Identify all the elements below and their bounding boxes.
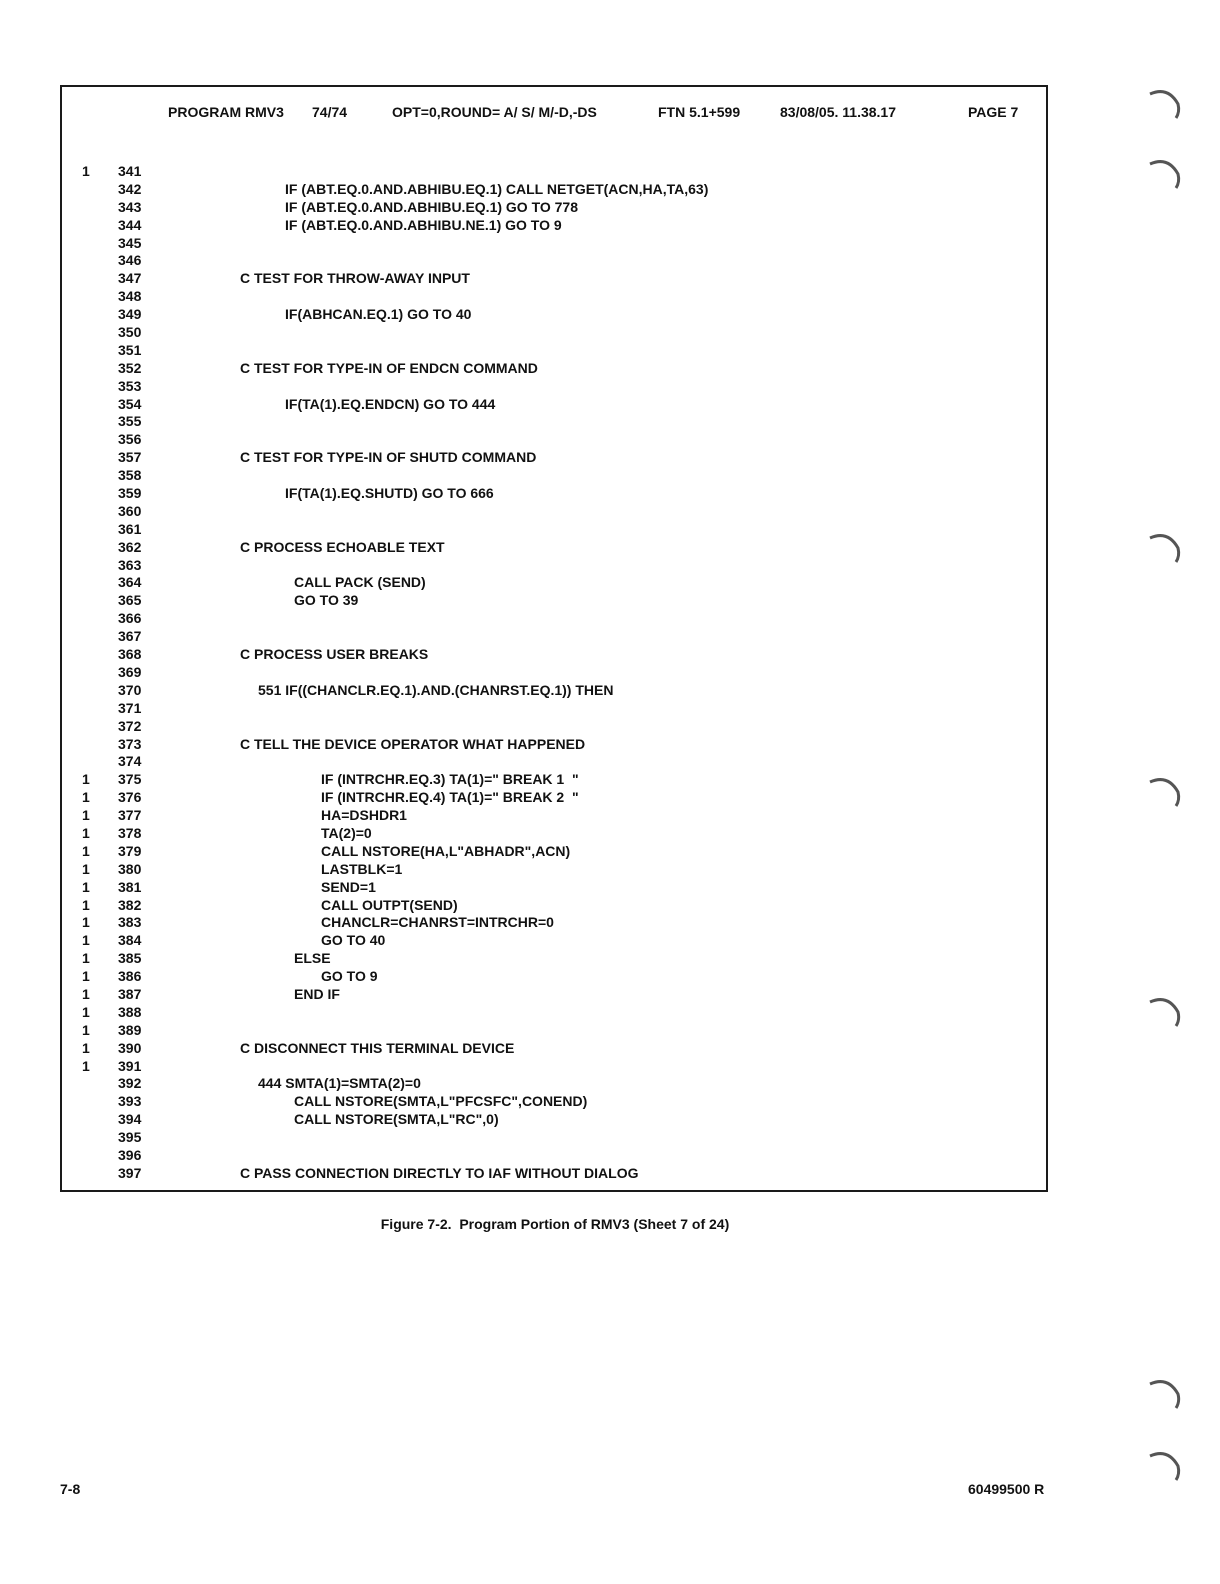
code-text: IF (ABT.EQ.0.AND.ABHIBU.EQ.1) CALL NETGET(ACN,HA,TA,63) [285, 180, 709, 197]
code-text: C DISCONNECT THIS TERMINAL DEVICE [240, 1039, 515, 1056]
code-line [62, 646, 1046, 664]
code-text: LASTBLK=1 [321, 860, 403, 877]
code-text: ELSE [294, 950, 331, 967]
code-line [62, 288, 1046, 306]
code-line [62, 682, 1046, 700]
code-line [62, 825, 1046, 843]
line-number: 395 [118, 1129, 142, 1146]
code-line [62, 753, 1046, 771]
line-number: 344 [118, 216, 142, 233]
nesting-level: 1 [82, 163, 90, 179]
binder-ring-icon [1146, 1446, 1182, 1486]
code-line [62, 736, 1046, 754]
line-number: 358 [118, 467, 142, 484]
code-line [62, 986, 1046, 1004]
code-line [62, 306, 1046, 324]
binder-ring-icon [1146, 154, 1182, 194]
line-number: 391 [118, 1057, 142, 1074]
line-number: 341 [118, 163, 142, 179]
code-line [62, 539, 1046, 557]
listing-frame [60, 85, 1048, 1192]
nesting-level: 1 [82, 896, 90, 913]
code-line [62, 413, 1046, 431]
code-text: CALL NSTORE(SMTA,L"RC",0) [294, 1111, 499, 1128]
code-text: C TEST FOR THROW-AWAY INPUT [240, 270, 470, 287]
header-options: OPT=0,ROUND= A/ S/ M/-D,-DS [392, 104, 597, 120]
code-line [62, 861, 1046, 879]
code-line [62, 789, 1046, 807]
line-number: 387 [118, 985, 142, 1002]
nesting-level: 1 [82, 968, 90, 985]
binder-ring-icon [1146, 992, 1182, 1032]
code-text: IF(TA(1).EQ.SHUTD) GO TO 666 [285, 485, 494, 502]
line-number: 346 [118, 252, 142, 269]
line-number: 390 [118, 1039, 142, 1056]
code-text: CALL OUTPT(SEND) [321, 896, 458, 913]
nesting-level: 1 [82, 1057, 90, 1074]
code-text: C TEST FOR TYPE-IN OF ENDCN COMMAND [240, 359, 538, 376]
code-line [62, 235, 1046, 253]
line-number: 383 [118, 914, 142, 931]
line-number: 394 [118, 1111, 142, 1128]
nesting-level: 1 [82, 1021, 90, 1038]
code-line [62, 181, 1046, 199]
line-number: 356 [118, 431, 142, 448]
code-text: TA(2)=0 [321, 824, 372, 841]
line-number: 343 [118, 198, 142, 215]
code-line [62, 574, 1046, 592]
code-text: C TEST FOR TYPE-IN OF SHUTD COMMAND [240, 449, 537, 466]
code-line [62, 950, 1046, 968]
line-number: 365 [118, 592, 142, 609]
code-line [62, 431, 1046, 449]
line-number: 392 [118, 1075, 142, 1092]
line-number: 350 [118, 324, 142, 341]
code-line [62, 503, 1046, 521]
code-text: C PASS CONNECTION DIRECTLY TO IAF WITHOUT DIALOG [240, 1164, 639, 1181]
code-line [62, 1093, 1046, 1111]
code-line [62, 1058, 1046, 1076]
nesting-level: 1 [82, 932, 90, 949]
code-text: CALL NSTORE(HA,L"ABHADR",ACN) [321, 842, 571, 859]
code-line [62, 252, 1046, 270]
code-text: C PROCESS ECHOABLE TEXT [240, 538, 445, 555]
binder-ring-icon [1146, 772, 1182, 812]
nesting-level: 1 [82, 789, 90, 806]
code-text: CALL NSTORE(SMTA,L"PFCSFC",CONEND) [294, 1093, 588, 1110]
code-text: C PROCESS USER BREAKS [240, 646, 429, 663]
code-text: CHANCLR=CHANRST=INTRCHR=0 [321, 914, 554, 931]
code-listing [62, 163, 1046, 1183]
code-line [62, 700, 1046, 718]
code-text: IF (ABT.EQ.0.AND.ABHIBU.EQ.1) GO TO 778 [285, 198, 579, 215]
nesting-level: 1 [82, 985, 90, 1002]
line-number: 361 [118, 520, 142, 537]
line-number: 357 [118, 449, 142, 466]
line-number: 353 [118, 377, 142, 394]
binder-ring-icon [1146, 1374, 1182, 1414]
line-number: 347 [118, 270, 142, 287]
code-line [62, 449, 1046, 467]
code-line [62, 217, 1046, 235]
code-line [62, 897, 1046, 915]
binder-ring-icon [1146, 528, 1182, 568]
code-line [62, 557, 1046, 575]
code-line [62, 610, 1046, 628]
code-text: C TELL THE DEVICE OPERATOR WHAT HAPPENED [240, 735, 586, 752]
line-number: 366 [118, 610, 142, 627]
line-number: 362 [118, 538, 142, 555]
code-line [62, 1129, 1046, 1147]
code-text: CALL PACK (SEND) [294, 574, 426, 591]
code-text: GO TO 39 [294, 592, 359, 609]
line-number: 359 [118, 485, 142, 502]
line-number: 348 [118, 288, 142, 305]
nesting-level: 1 [82, 1039, 90, 1056]
line-number: 367 [118, 628, 142, 645]
code-text: HA=DSHDR1 [321, 807, 407, 824]
line-number: 373 [118, 735, 142, 752]
nesting-level: 1 [82, 771, 90, 788]
line-number: 381 [118, 878, 142, 895]
code-line [62, 270, 1046, 288]
nesting-level: 1 [82, 914, 90, 931]
line-number: 345 [118, 234, 142, 251]
code-line [62, 664, 1046, 682]
page-number: 7-8 [60, 1481, 81, 1497]
line-number: 378 [118, 824, 142, 841]
code-text: IF (ABT.EQ.0.AND.ABHIBU.NE.1) GO TO 9 [285, 216, 562, 233]
header-version: 74/74 [312, 104, 348, 120]
code-line [62, 1075, 1046, 1093]
code-line [62, 932, 1046, 950]
code-text: 444 SMTA(1)=SMTA(2)=0 [258, 1075, 421, 1092]
code-text: IF(ABHCAN.EQ.1) GO TO 40 [285, 306, 472, 323]
figure-caption: Figure 7-2. Program Portion of RMV3 (Sheet 7 of 24) [380, 1216, 730, 1232]
code-line [62, 1022, 1046, 1040]
line-number: 384 [118, 932, 142, 949]
code-line [62, 342, 1046, 360]
header-compiler: FTN 5.1+599 [658, 104, 741, 120]
line-number: 352 [118, 359, 142, 376]
line-number: 360 [118, 502, 142, 519]
header-page: PAGE 7 [968, 104, 1019, 120]
nesting-level: 1 [82, 824, 90, 841]
line-number: 351 [118, 341, 142, 358]
code-line [62, 396, 1046, 414]
code-line [62, 592, 1046, 610]
line-number: 349 [118, 306, 142, 323]
code-line [62, 163, 1046, 181]
line-number: 379 [118, 842, 142, 859]
line-number: 364 [118, 574, 142, 591]
line-number: 369 [118, 663, 142, 680]
code-line [62, 324, 1046, 342]
code-text: SEND=1 [321, 878, 376, 895]
header-program: PROGRAM RMV3 [168, 104, 284, 120]
code-text: 551 IF((CHANCLR.EQ.1).AND.(CHANRST.EQ.1)) THEN [258, 681, 614, 698]
code-line [62, 771, 1046, 789]
code-line [62, 1147, 1046, 1165]
code-line [62, 199, 1046, 217]
header-date-time: 83/08/05. 11.38.17 [780, 104, 896, 120]
line-number: 382 [118, 896, 142, 913]
line-number: 397 [118, 1164, 142, 1181]
code-line [62, 467, 1046, 485]
line-number: 371 [118, 699, 142, 716]
line-number: 370 [118, 681, 142, 698]
nesting-level: 1 [82, 950, 90, 967]
code-line [62, 1004, 1046, 1022]
line-number: 386 [118, 968, 142, 985]
line-number: 375 [118, 771, 142, 788]
nesting-level: 1 [82, 807, 90, 824]
line-number: 388 [118, 1003, 142, 1020]
code-text: IF (INTRCHR.EQ.3) TA(1)=" BREAK 1 " [321, 771, 579, 788]
code-line [62, 1165, 1046, 1183]
line-number: 354 [118, 395, 142, 412]
line-number: 376 [118, 789, 142, 806]
nesting-level: 1 [82, 878, 90, 895]
code-line [62, 378, 1046, 396]
code-line [62, 879, 1046, 897]
code-line [62, 914, 1046, 932]
code-line [62, 968, 1046, 986]
line-number: 342 [118, 180, 142, 197]
line-number: 380 [118, 860, 142, 877]
line-number: 389 [118, 1021, 142, 1038]
nesting-level: 1 [82, 842, 90, 859]
code-text: IF(TA(1).EQ.ENDCN) GO TO 444 [285, 395, 496, 412]
line-number: 393 [118, 1093, 142, 1110]
nesting-level: 1 [82, 1003, 90, 1020]
line-number: 396 [118, 1146, 142, 1163]
code-line [62, 485, 1046, 503]
code-line [62, 1040, 1046, 1058]
code-text: GO TO 9 [321, 968, 378, 985]
line-number: 363 [118, 556, 142, 573]
code-line [62, 718, 1046, 736]
code-text: GO TO 40 [321, 932, 386, 949]
line-number: 368 [118, 646, 142, 663]
listing-header [168, 103, 1019, 121]
code-text: IF (INTRCHR.EQ.4) TA(1)=" BREAK 2 " [321, 789, 579, 806]
code-line [62, 843, 1046, 861]
binder-ring-icon [1146, 84, 1182, 124]
code-line [62, 807, 1046, 825]
code-line [62, 628, 1046, 646]
code-line [62, 521, 1046, 539]
code-text: END IF [294, 985, 340, 1002]
line-number: 385 [118, 950, 142, 967]
document-number: 60499500 R [968, 1481, 1045, 1497]
nesting-level: 1 [82, 860, 90, 877]
code-line [62, 360, 1046, 378]
line-number: 372 [118, 717, 142, 734]
line-number: 355 [118, 413, 142, 430]
line-number: 377 [118, 807, 142, 824]
code-line [62, 1111, 1046, 1129]
line-number: 374 [118, 753, 142, 770]
